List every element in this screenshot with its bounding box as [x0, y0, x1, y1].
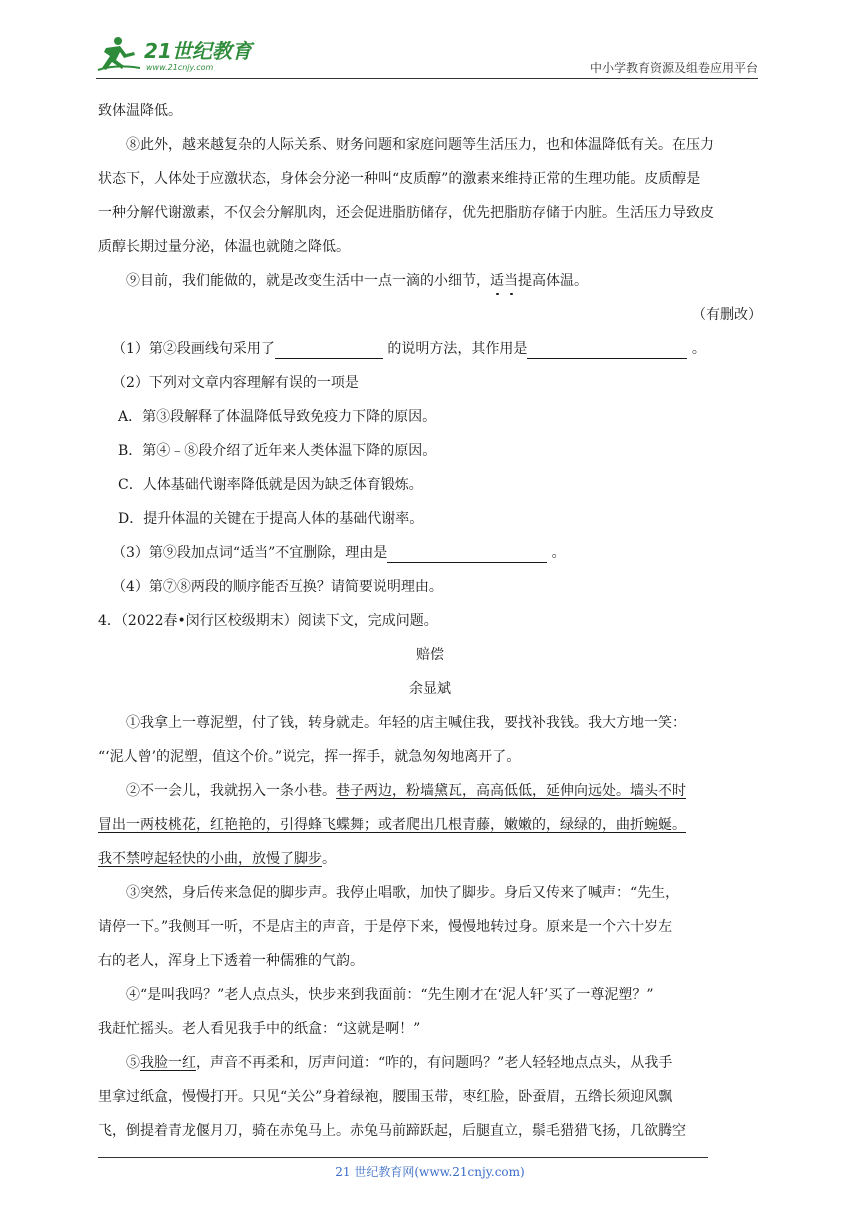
- platform-name: 中小学教育资源及组卷应用平台: [589, 61, 758, 75]
- paragraph-8-line-1: ⑧此外，越来越复杂的人际关系、财务问题和家庭问题等生活压力，也和体温降低有关。在压力: [126, 137, 714, 153]
- answer-blank[interactable]: [527, 340, 687, 359]
- section-4-heading: 4．（2022春•闵行区校级期末）阅读下文，完成问题。: [98, 613, 438, 629]
- page-footer[interactable]: 21 世纪教育网(www.21cnjy.com): [335, 1165, 525, 1179]
- article-p2-text: ②不一会儿，我就拐入一条小巷。: [126, 783, 336, 799]
- logo-wordmark: 21世纪教育: [144, 39, 252, 63]
- question-1-text: （1）第②段画线句采用了: [112, 341, 275, 357]
- article-p5-number: ⑤: [126, 1055, 140, 1071]
- underlined-sentence: 巷子两边，粉墙黛瓦，高高低低，延伸向远处。: [336, 783, 630, 799]
- article-p2-line-2: [98, 808, 762, 842]
- site-logo[interactable]: [96, 34, 266, 74]
- paragraph-line: 致体温降低。: [98, 103, 182, 119]
- article-title: 赔偿: [416, 647, 444, 663]
- article-p3-line-1: ③突然，身后传来急促的脚步声。我停止唱歌，加快了脚步。身后又传来了喊声：“先生，: [126, 885, 680, 901]
- paragraph-9-text-end: 提高体温。: [518, 273, 588, 289]
- article-p5-line-1: [98, 1046, 762, 1080]
- option-b[interactable]: B．第④﹣⑧段介绍了近年来人类体温下降的原因。: [118, 443, 437, 459]
- question-3-text: （3）第⑨段加点词“适当”不宜删除，理由是: [112, 545, 388, 561]
- underlined-sentence: 墙头不时: [630, 783, 686, 799]
- dotted-char: 当: [504, 273, 518, 289]
- answer-blank[interactable]: [387, 544, 547, 563]
- article-p3-line-2: 请停一下。”我侧耳一听，不是店主的声音，于是停下来，慢慢地转过身。原来是一个六十岁左: [98, 919, 673, 935]
- paragraph-8-line-3: 一种分解代谢激素，不仅会分解肌肉，还会促进脂肪储存，优先把脂肪存储于内脏。生活压力导致皮: [98, 205, 714, 221]
- option-a[interactable]: A．第③段解释了体温降低导致免疫力下降的原因。: [118, 409, 437, 425]
- article-p4-line-1: ④“是叫我吗？”老人点点头，快步来到我面前：“先生刚才在‘泥人轩’买了一尊泥塑？”: [126, 987, 654, 1003]
- article-p5-line-2: 里拿过纸盒，慢慢打开。只见“关公”身着绿袍，腰围玉带，枣红脸，卧蚕眉，五绺长须迎风飘: [98, 1089, 673, 1105]
- article-p2-line-3: [98, 842, 762, 876]
- footer-divider: [98, 1157, 708, 1158]
- paragraph-8-line-4: 质醇长期过量分泌，体温也就随之降低。: [98, 239, 350, 255]
- article-p1-line-1: ①我拿上一尊泥塑，付了钱，转身就走。年轻的店主喊住我，要找补我钱。我大方地一笑：: [126, 715, 686, 731]
- article-p5-line-3: 飞，倒提着青龙偃月刀，骑在赤兔马上。赤兔马前蹄跃起，后腿直立，鬃毛猎猎飞扬，几欲腾空: [98, 1123, 686, 1139]
- question-3: [98, 536, 762, 570]
- dotted-char: 适: [490, 273, 504, 289]
- question-1: [98, 332, 762, 366]
- question-1-text-mid: 的说明方法，其作用是: [382, 341, 528, 357]
- answer-blank[interactable]: [275, 340, 383, 359]
- logo-url: www.21cnjy.com: [146, 63, 214, 72]
- article-p2-line-1: [98, 774, 762, 808]
- article-p1-line-2: “‘泥人曾’的泥塑，值这个价。”说完，挥一挥手，就急匆匆地离开了。: [98, 749, 521, 765]
- question-2: （2）下列对文章内容理解有误的一项是: [112, 375, 359, 391]
- option-d[interactable]: D．提升体温的关键在于提高人体的基础代谢率。: [118, 511, 424, 527]
- revision-note: （有删改）: [692, 307, 762, 323]
- page-header: [96, 30, 758, 79]
- article-author: 余显斌: [409, 681, 451, 697]
- paragraph-9: [98, 264, 762, 298]
- underlined-sentence: 冒出一两枝桃花，红艳艳的，引得蜂飞蝶舞；或者爬出几根青藤，嫩嫩的，绿绿的，曲折蜿蜒。: [98, 817, 686, 833]
- question-1-text-end: 。: [687, 341, 706, 357]
- paragraph-9-text: ⑨目前，我们能做的，就是改变生活中一点一滴的小细节，: [126, 273, 490, 289]
- option-c[interactable]: C．人体基础代谢率降低就是因为缺乏体育锻炼。: [118, 477, 423, 493]
- underlined-phrase: 我脸一红: [140, 1055, 196, 1071]
- paragraph-8-line-2: 状态下，人体处于应激状态，身体会分泌一种叫“皮质醇”的激素来维持正常的生理功能。皮质醇是: [98, 171, 701, 187]
- article-p5-text: ，声音不再柔和，厉声问道：“咋的，有问题吗？”老人轻轻地点点头，从我手: [196, 1055, 673, 1071]
- article-p4-line-2: 我赶忙摇头。老人看见我手中的纸盒：“这就是啊！”: [98, 1021, 421, 1037]
- underlined-sentence: 我不禁哼起轻快的小曲，放慢了脚步: [98, 851, 322, 867]
- running-man-icon: [96, 34, 266, 74]
- question-3-text-end: 。: [547, 545, 566, 561]
- article-p3-line-3: 右的老人，浑身上下透着一种儒雅的气韵。: [98, 953, 364, 969]
- document-body: [98, 94, 762, 1148]
- question-4: （4）第⑦⑧两段的顺序能否互换？请简要说明理由。: [112, 579, 443, 595]
- article-p2-end: 。: [322, 851, 336, 867]
